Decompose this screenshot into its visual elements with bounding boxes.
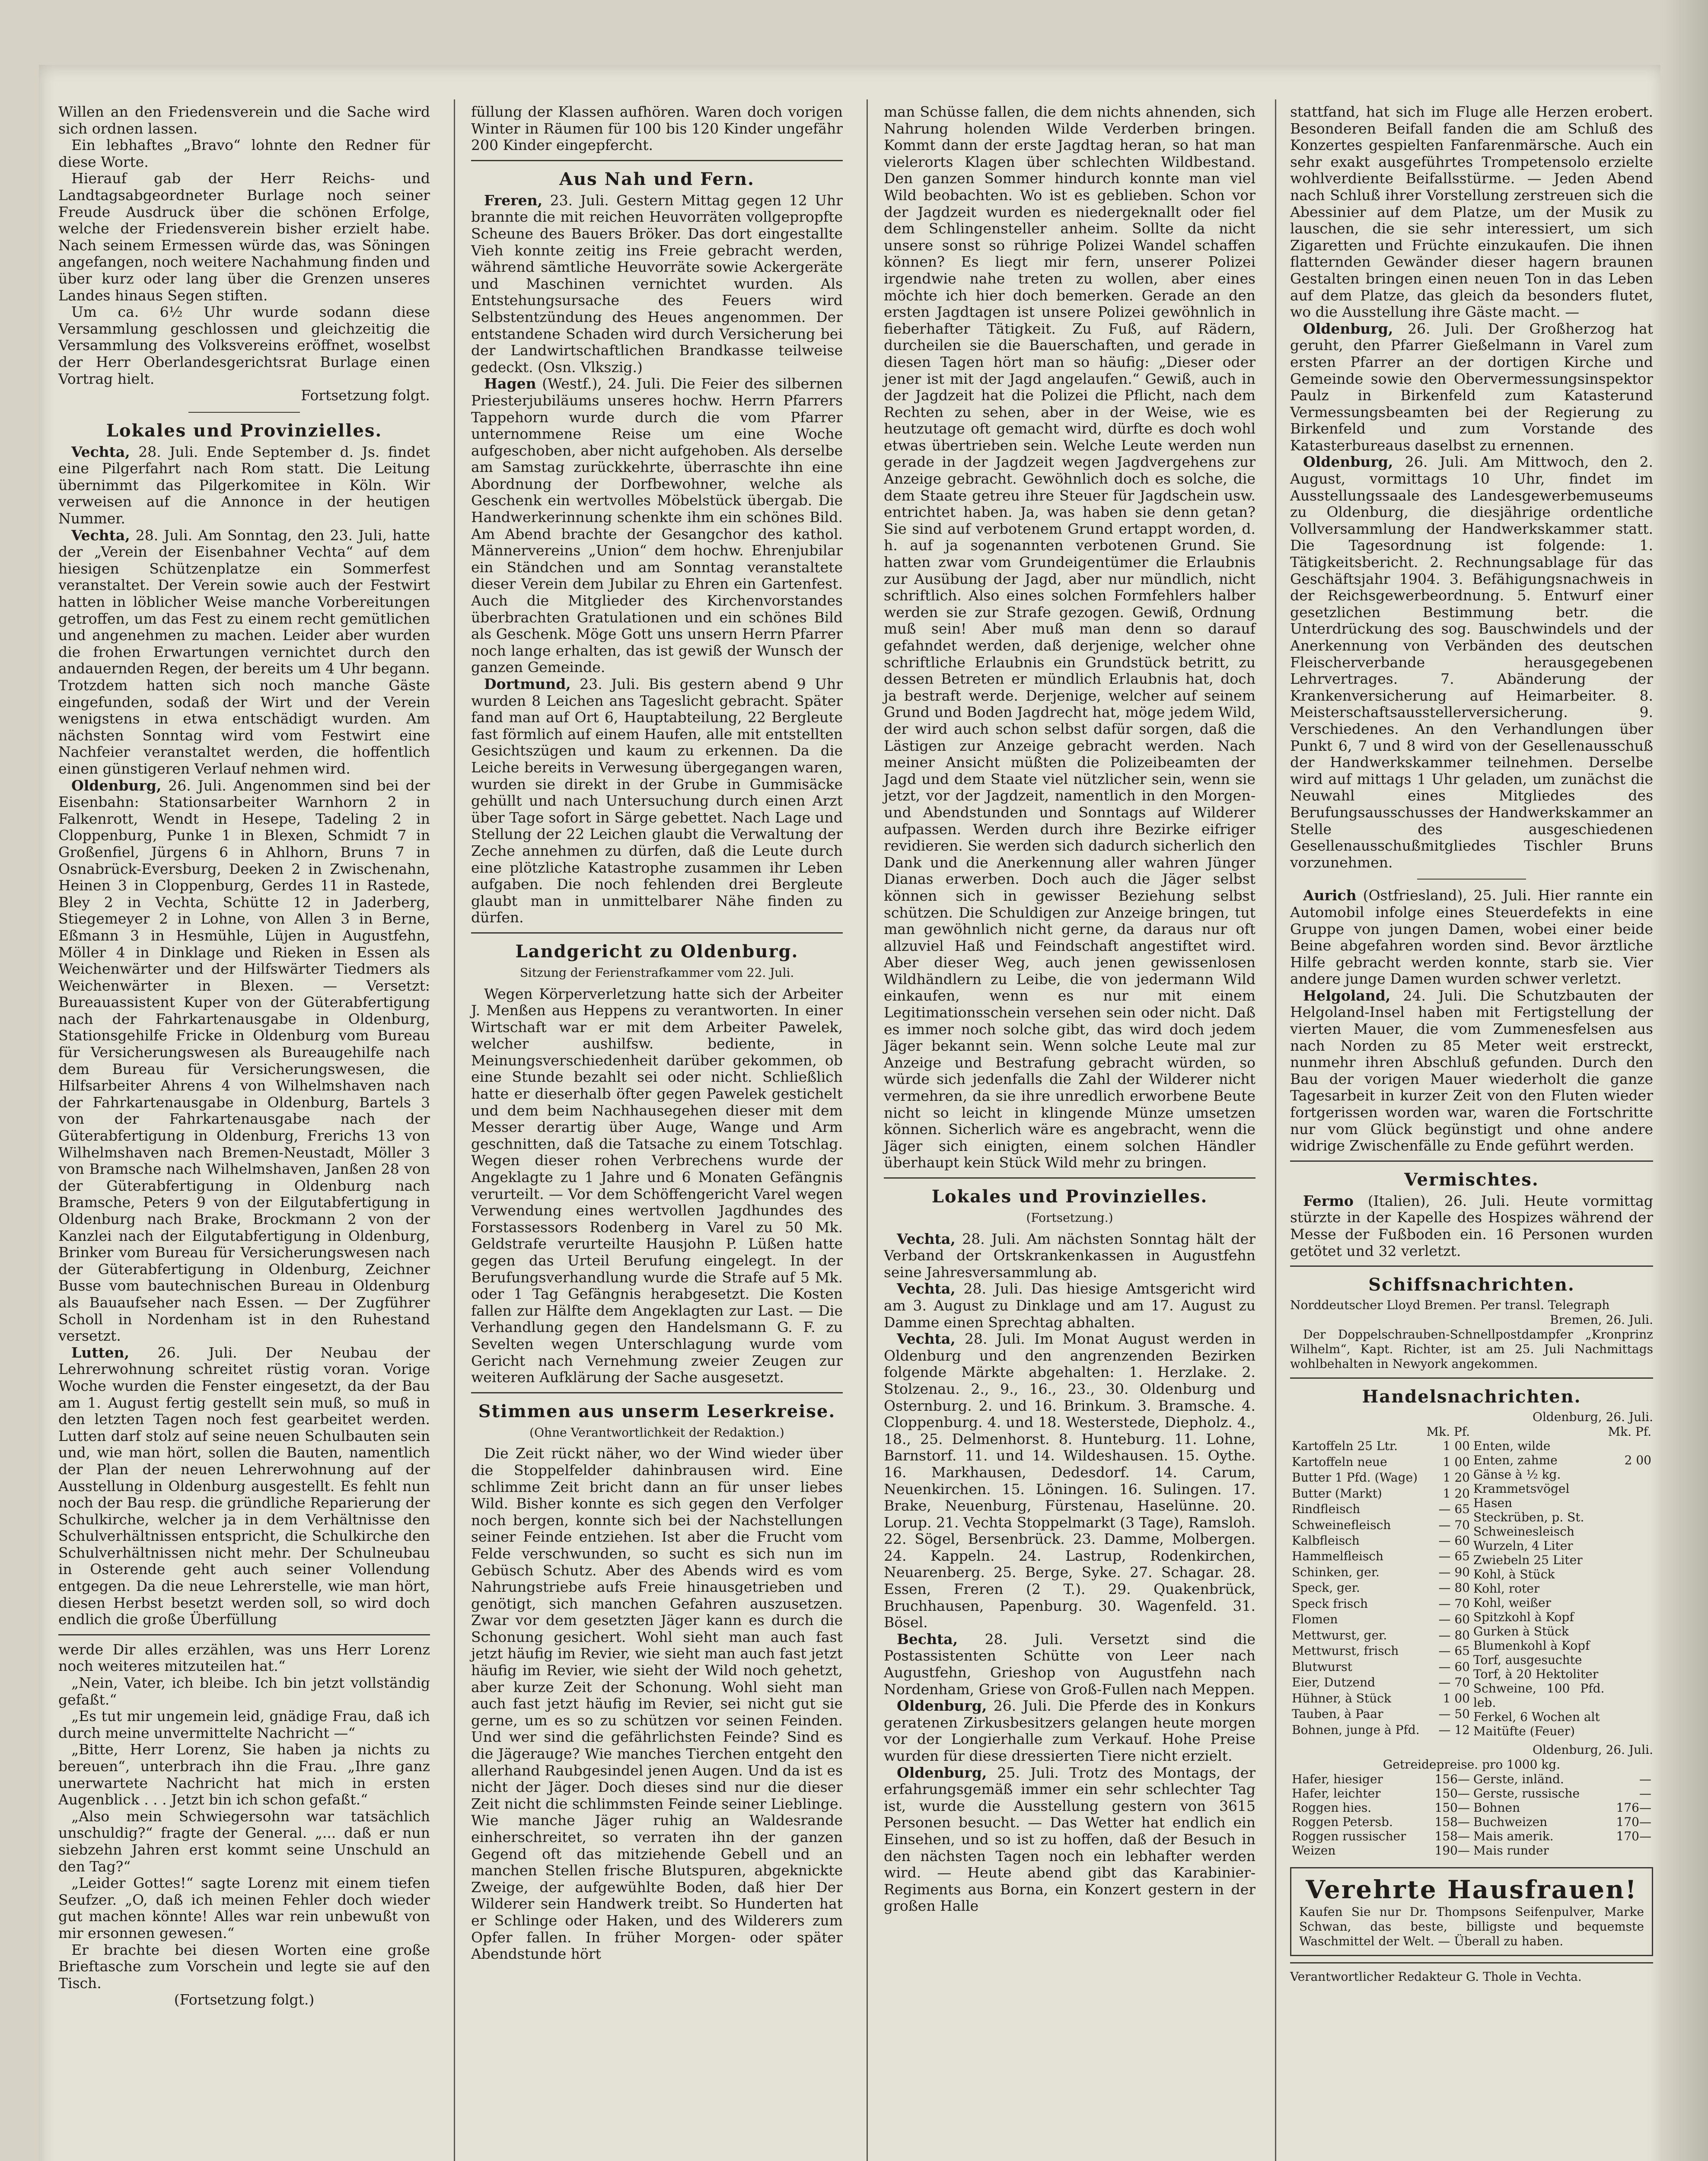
market-item: Kohl, weißer [1473, 1596, 1551, 1610]
grain-price: 150— [1434, 1786, 1470, 1801]
market-row [1290, 1549, 1472, 1565]
article-text: Um ca. 6½ Uhr wurde sodann diese Versammlung geschlossen und gleichzeitig die Versammlung des Volksvereins eröffnet, woselbst der Herr Oberlandesgerichtsrat Burlage einen Vortrag hielt. [58, 303, 430, 387]
section-heading: Handelsnachrichten. [1362, 1386, 1581, 1407]
article-text: Hierauf gab der Herr Reichs- und Landtagsabgeordneter Burlage noch seiner Freude Ausdruck über die schönen Erfolge, welche der Friedensverein bisher erzielt habe. Nach seinem Ermessen würde das, was Söningen angefangen, noch weitere Nachahmung finden und über kurz oder lang über die Grenzen unseres Landes hinaus Segen stiften. [58, 170, 430, 304]
grain-row [1472, 1815, 1653, 1829]
grain-price [1606, 1843, 1653, 1858]
market-header: Mk. Pf. [1426, 1425, 1470, 1439]
column-1 [58, 104, 430, 2008]
dateline: Oldenburg, [71, 777, 162, 794]
article-text: Wegen Körperverletzung hatte sich der Arbeiter J. Menßen aus Heppens zu verantworten. In einer Wirtschaft war er mit dem Arbeiter Pawelek, welcher aushilfsw. bediente, in Meinungsverschiedenheit darüber gekommen, ob eine Stunde bezahlt sei oder nicht. Schließlich hatte er dieserhalb öfter gegen Pawelek gestichelt und dem beim Nachhausegehen dieser mit dem Messer derartig über Auge, Wange und Arm geschnitten, daß die Tatsache zu einem Totschlag. Wegen dieser rohen Verbrechens wurde der Angeklagte zu 1 Jahre und 6 Monaten Gefängnis verurteilt. — Vor dem Schöffengericht Varel wegen Verwendung eines wertvollen Jagdhundes des Forstassessors Rodenberg in Varel zu 50 Mk. Geldstrafe verurteilte Hausjohn P. Lüßen hatte gegen das Urteil Berufung eingelegt. In der Berufungsverhandlung wurde die Strafe auf 5 Mk. oder 1 Tag Gefängnis herabgesetzt. Die Kosten fallen zur Hälfte dem Angeklagten zur Last. — Die Verhandlung gegen den Handelsmann G. F. zu Sevelten wegen Unterschlagung wurde vom Gericht nach Vernehmung zweier Zeugen zur weiteren Aufklärung der Sache ausgesetzt. [471, 985, 843, 1386]
column-4 [1290, 104, 1653, 1984]
market-item: Speck frisch [1292, 1596, 1368, 1611]
divider [471, 160, 843, 161]
market-item: Ferkel, 6 Wochen alt [1473, 1710, 1600, 1724]
market-row [1290, 1502, 1472, 1517]
news-item [1290, 454, 1653, 871]
market-table-right [1472, 1425, 1653, 1738]
market-row [1290, 1644, 1472, 1659]
market-row [1290, 1675, 1472, 1691]
market-header-item [1472, 1425, 1606, 1439]
feuilleton-text: „Nein, Vater, ich bleibe. Ich bin jetzt vollständig gefaßt.“ [58, 1674, 430, 1708]
market-price: 1 20 [1443, 1486, 1470, 1501]
news-item [884, 1698, 1256, 1764]
grain-price: 190— [1434, 1843, 1470, 1858]
market-price [1606, 1624, 1653, 1638]
market-item: Schweinefleisch [1292, 1517, 1391, 1532]
market-item: Kartoffeln neue [1292, 1454, 1387, 1469]
dateline: Vechta, [71, 526, 130, 544]
article-text: stattfand, hat sich im Fluge alle Herzen erobert. Besonderen Beifall fanden die am Schluß des Konzertes gespielten Fanfarenmärsche. Auch ein sehr exakt ausgeführtes Trompetensolo erzielte wohlverdiente Beifallsstürme. — Jeden Abend nach Schluß ihrer Vorstellung zerstreuen sich die Abessinier auf dem Platze, um der Musik zu lauschen, die sie sehr interessiert, um sich Zigaretten und Früchte einzukaufen. Die ihnen flatternden Gewänder dieser hagern braunen Gestalten bringen einen neuen Ton in das Leben auf dem Platze, das gleich da besonders flutet, wo die Ausstellung ihre Gäste macht. — [1290, 103, 1653, 321]
grain-row [1290, 1786, 1472, 1801]
news-text: (Ostfriesland), 25. Juli. Hier rannte ein Automobil infolge eines Steuerdefekts in eine Gruppe von jungen Damen, wobei einer beide Beine abgefahren worden sind. Bevor ärztliche Hilfe gebracht werden konnte, starb sie. Vier andere junge Damen wurden schwer verletzt. [1290, 887, 1653, 988]
market-item: Gurken à Stück [1473, 1624, 1569, 1639]
grain-item: Roggen russischer [1292, 1829, 1406, 1844]
column-2 [471, 104, 843, 1963]
feuilleton-text: „Es tut mir ungemein leid, gnädige Frau, daß ich durch meine unvermittelte Nachricht —“ [58, 1708, 430, 1741]
market-price: 1 00 [1443, 1454, 1470, 1469]
divider [1290, 1962, 1653, 1963]
market-price: 1 00 [1443, 1691, 1470, 1705]
market-item: Kohl, roter [1473, 1581, 1540, 1596]
market-price [1606, 1467, 1653, 1482]
market-item: Schweinesleisch [1473, 1524, 1574, 1539]
grain-item: Roggen hies. [1292, 1801, 1372, 1815]
market-item: Enten, zahme [1473, 1453, 1558, 1468]
news-item [884, 1765, 1256, 1915]
market-row [1472, 1653, 1653, 1667]
grain-row [1290, 1772, 1472, 1786]
feuilleton-text: „Leider Gottes!“ sagte Lorenz mit einem tiefen Seufzer. „O, daß ich meinen Fehler doch wieder gut machen könnte! Alles war rein unbewußt von mir ersonnen gewesen.“ [58, 1874, 430, 1941]
market-item: Flomen [1292, 1612, 1338, 1627]
section-heading: Stimmen aus unserm Leserkreise. [478, 1401, 836, 1422]
news-item [1290, 1193, 1653, 1259]
news-text: 26. Juli. Der Großherzog hat geruht, den Pfarrer Gießelmann in Varel zum ersten Pfarrer an der dortigen Kirche und Gemeinde sowie den Obervermessungsinspektor Paulz in Birkenfeld zum Katasterund Vermessungsbeamten bei der Regierung zu Birkenfeld und zum Vorstande des Katasterbureaus daselbst zu ernennen. [1290, 320, 1653, 454]
market-price: — 65 [1438, 1502, 1470, 1517]
news-item [1290, 321, 1653, 454]
news-item [58, 778, 430, 1345]
market-price: — 70 [1438, 1596, 1470, 1611]
market-row [1290, 1470, 1472, 1486]
market-row [1290, 1439, 1472, 1454]
grain-price: 156— [1434, 1772, 1470, 1787]
market-row [1472, 1581, 1653, 1596]
market-price [1606, 1482, 1653, 1496]
dateline: Vechta, [897, 1230, 956, 1247]
market-row [1290, 1597, 1472, 1612]
market-row [1472, 1710, 1653, 1724]
market-item: Schweine, 100 Pfd. leb. [1473, 1681, 1605, 1710]
market-table-left [1290, 1425, 1472, 1738]
market-row [1290, 1518, 1472, 1533]
news-item [58, 444, 430, 527]
market-price [1606, 1510, 1653, 1524]
dateline: Bechta, [897, 1630, 958, 1648]
market-price [1606, 1610, 1653, 1624]
market-price [1606, 1710, 1653, 1724]
section-subheading: (Fortsetzung.) [1026, 1211, 1113, 1225]
market-price: — 80 [1438, 1628, 1470, 1642]
market-price: — 12 [1438, 1722, 1470, 1737]
divider [1290, 1377, 1653, 1379]
market-item: Hasen [1473, 1496, 1513, 1511]
grain-price: — [1639, 1772, 1651, 1787]
market-row [1472, 1610, 1653, 1624]
market-item: Kalbfleisch [1292, 1533, 1360, 1548]
article-text: Ein lebhaftes „Bravo“ lohnte den Redner für diese Worte. [58, 137, 430, 170]
market-item: Maitüfte (Feuer) [1473, 1724, 1575, 1739]
market-price [1606, 1496, 1653, 1510]
news-text: 28. Juli. Im Monat August werden in Oldenburg und den angrenzenden Bezirken folgende Märkte abgehalten: 1. Herzlake. 2. Stolzenau. 2., 9., 16., 23., 30. Oldenburg und Osternburg. 2. und 16. Brinkum. 3. Bramsche. 4. Cloppenburg. 4. und 18. Westerstede, Diepholz. 4., 18., 25. Delmenhorst. 8. Hunteburg. 11. Lohne, Barnstorf. 11. und 14. Wildeshausen. 15. Oythe. 16. Markhausen, Dedesdorf. 14. Carum, Neuenkirchen. 15. Löningen. 16. Sulingen. 17. Brake, Neuenburg, Fürstenau, Haselünne. 20. Lorup. 21. Vechta Stoppelmarkt (3 Tage), Ramsloh. 22. Sögel, Bersenbrück. 23. Damme, Molbergen. 24. Kappeln. 24. Lastrup, Rodenkirchen, Neuarenberg. 25. Berge, Syke. 27. Schagar. 28. Essen, Freren (2 T.). 29. Quakenbrück, Bruchhausen, Papenburg. 30. Wagenfeld. 31. Bösel. [884, 1330, 1256, 1631]
grain-row [1290, 1815, 1472, 1829]
grain-price: — [1639, 1786, 1651, 1801]
grain-row [1290, 1843, 1472, 1858]
feuilleton-text: „Also mein Schwiegersohn war tatsächlich unschuldig?“ fragte der General. „... daß er nun siebzehn Jahren erst kommt seine Unschuld an den Tag?“ [58, 1807, 430, 1875]
feuilleton-text: Er brachte bei diesen Worten eine große Brieftasche zum Vorschein und legte sie auf den Tisch. [58, 1941, 430, 1992]
grain-item: Weizen [1292, 1843, 1336, 1858]
news-text: 28. Juli. Versetzt sind die Postassistenten Schütte von Leer nach Augustfehn, Grieshop von Augustfehn nach Nordenham, Griese von Groß-Fullen nach Meppen. [884, 1630, 1256, 1698]
market-row [1472, 1681, 1653, 1710]
news-item [58, 527, 430, 778]
market-row [1472, 1638, 1653, 1653]
divider [884, 1177, 1256, 1179]
market-item: Rindfleisch [1292, 1502, 1361, 1517]
section-heading: Vermischtes. [1404, 1169, 1539, 1190]
market-price: — 65 [1438, 1644, 1470, 1658]
dateline: Oldenburg, [1303, 320, 1393, 337]
grain-row [1472, 1786, 1653, 1801]
news-item [471, 192, 843, 376]
news-item [884, 1631, 1256, 1698]
grain-item: Mais runder [1473, 1843, 1549, 1858]
market-item: Blumenkohl à Kopf [1473, 1638, 1590, 1653]
dateline: Fermo [1303, 1192, 1354, 1209]
market-row [1290, 1565, 1472, 1581]
market-row [1290, 1612, 1472, 1628]
dateline: Freren, [484, 191, 543, 209]
market-item: Torf, à 20 Hektoliter [1473, 1667, 1599, 1682]
news-text: 23. Juli. Gestern Mittag gegen 12 Uhr brannte die mit reichen Heuvorräten vollgepropfte Scheune des Bauers Bröker. Das dort eingestallte Vieh konnte zeitig ins Freie gebracht werden, während sämtliche Heuvorräte sowie Ackergeräte und Maschinen vernichtet wurden. Als Entstehungsursache des Feuers wird Selbstentzündung des Heues angenommen. Der entstandene Schaden wird durch Versicherung bei der Landwirtschaftlichen Brandkasse teilweise gedeckt. (Osn. Vlkszig.) [471, 191, 843, 376]
market-item: Kohl, à Stück [1473, 1567, 1555, 1582]
grain-row [1472, 1829, 1653, 1843]
market-row [1290, 1691, 1472, 1707]
market-item: Mettwurst, ger. [1292, 1628, 1387, 1642]
grain-item: Buchweizen [1473, 1815, 1548, 1830]
grain-date: Oldenburg, 26. Juli. [1532, 1743, 1653, 1757]
news-item [471, 676, 843, 926]
news-item [471, 376, 843, 676]
market-item: Eier, Dutzend [1292, 1675, 1376, 1690]
market-item: Tauben, à Paar [1292, 1707, 1383, 1721]
market-price [1606, 1653, 1653, 1667]
ad-text: Kaufen Sie nur Dr. Thompsons Seifenpulver, Marke Schwan, das beste, billigste und bequemste Waschmittel der Welt. — Überall zu haben. [1299, 1905, 1644, 1949]
dateline: Vechta, [897, 1330, 956, 1348]
grain-heading: Getreidepreise. pro 1000 kg. [1383, 1757, 1561, 1772]
feuilleton-rule [58, 1634, 430, 1635]
grain-row [1290, 1829, 1472, 1843]
dateline: Vechta, [897, 1280, 956, 1297]
market-item: Zwiebeln 25 Liter [1473, 1553, 1583, 1568]
market-row [1472, 1667, 1653, 1681]
market-row [1472, 1467, 1653, 1482]
divider [1290, 1160, 1653, 1162]
news-text: 26. Juli. Am Mittwoch, den 2. August, vormittags 10 Uhr, findet im Ausstellungssaale des Landesgewerbemuseums zu Oldenburg, die diesjährige ordentliche Vollversammlung der Handwerkskammer statt. Die Tagesordnung ist folgende: 1. Tätigkeitsbericht. 2. Rechnungsablage für das Geschäftsjahr 1904. 3. Befähigungsnachweis in der Reichsgewerbeordnung. 5. Entwurf einer gesetzlichen Bestimmung betr. die Unterdrückung des sog. Bauschwindels und der Anerkennung von Verbänden des deutschen Fleischerverbande herausgegebenen Lehrvertrages. 7. Abänderung der Krankenversicherung auf Heimarbeiter. 8. Meisterschaftsausstellerversicherung. 9. Verschiedenes. An den Verhandlungen über Punkt 6, 7 und 8 wird von der Gesellenausschuß der Handwerkskammer teilnehmen. Derselbe wird auf mittags 1 Uhr geladen, um zunächst die Neuwahl eines Mitgliedes des Berufungsausschusses der Handwerkskammer an Stelle des ausgeschiedenen Gesellenausschußmitgliedes Tischler Bruns vorzunehmen. [1290, 453, 1653, 871]
advertisement [1290, 1867, 1653, 1956]
market-header: Mk. Pf. [1608, 1425, 1651, 1439]
market-price: — 70 [1438, 1517, 1470, 1532]
market-price [1606, 1667, 1653, 1681]
market-item: Gänse à ½ kg. [1473, 1467, 1561, 1482]
market-item: Enten, wilde [1473, 1439, 1551, 1453]
shipping-line: Bremen, 26. Juli. [1550, 1313, 1653, 1327]
grain-item: Roggen Petersb. [1292, 1815, 1393, 1830]
market-price: 1 20 [1443, 1470, 1470, 1485]
market-price [1606, 1539, 1653, 1553]
market-item: Blutwurst [1292, 1659, 1352, 1674]
news-text: 28. Juli. Das hiesige Amtsgericht wird am 3. August zu Dinklage und am 17. August zu Damme einen Sprechtag abhalten. [884, 1280, 1256, 1331]
market-price: — 80 [1438, 1581, 1470, 1595]
market-date: Oldenburg, 26. Juli. [1532, 1410, 1653, 1425]
continuation-note: (Fortsetzung folgt.) [174, 1991, 315, 2008]
grain-item: Hafer, leichter [1292, 1786, 1381, 1801]
market-price: 1 00 [1443, 1439, 1470, 1453]
market-row [1472, 1453, 1653, 1467]
dateline: Oldenburg, [897, 1697, 987, 1715]
market-item: Torf, ausgesuchte [1473, 1653, 1582, 1667]
market-price [1606, 1681, 1653, 1710]
dateline: Vechta, [71, 443, 130, 460]
market-item: Bohnen, junge à Pfd. [1292, 1722, 1420, 1737]
grain-item: Bohnen [1473, 1801, 1520, 1815]
news-text: 26. Juli. Der Neubau der Lehrerwohnung schreitet rüstig voran. Vorige Woche wurden die Fenster eingesetzt, da der Bau am 1. August fertig gestellt sein muß, so muß in den letzten Tagen noch fest gearbeitet werden. Lutten darf stolz auf seine neuen Schulbauten sein und, wie man hört, sollen die Bauten, namentlich der Plan der neuen Lehrerwohnung auf der Ausstellung in Oldenburg ausgestellt. Es fehlt nun noch der Bau resp. die gründliche Reparierung der Schulkirche, welcher ja in dem Verhältnisse den Schulverhältnissen entspricht, die Schulkirche den Schulverhältnissen nicht mehr. Der Schulneubau in Osterende geht auch seiner Vollendung entgegen. Da die neue Lehrerstelle, wie man hört, diesen Herbst besetzt werden soll, so wird doch endlich die große Überfüllung [58, 1344, 430, 1628]
market-row [1290, 1581, 1472, 1596]
continuation-note: Fortsetzung folgt. [301, 387, 430, 404]
market-price: — 50 [1438, 1707, 1470, 1721]
market-row [1290, 1533, 1472, 1549]
article-text: man Schüsse fallen, die dem nichts ahnenden, sich Nahrung holenden Wilde Verderben bringen. Kommt dann der erste Jagdtag heran, so hat man vielerorts Klagen über schlechten Wildbestand. Den ganzen Sommer hindurch konnte man viel Wild beobachten. Wo ist es geblieben. Schon vor der Jagdzeit wurden es niedergeknallt oder fiel dem Schlingensteller anheim. Sollte da nicht unsere sonst so rührige Polizei Wandel schaffen können? Es liegt mir fern, unserer Polizei irgendwie nahe treten zu wollen, aber eines möchte ich hier doch bemerken. Gerade an den ersten Jagdtagen ist unsere Polizei gewöhnlich in fieberhafter Tätigkeit. Zu Fuß, auf Rädern, durcheilen sie die Bauerschaften, und gerade in diesen Tagen hört man so häufig: „Dieser oder jener ist mit der Jagd angelaufen.“ Gewiß, auch in der Jagdzeit hat die Polizei die Pflicht, nach dem Rechten zu sehen, aber in der Weise, wie es heutzutage oft gemacht wird, dürfte es doch wohl etwas übertrieben sein. Welche Leute werden nun gerade in der Jagdzeit wegen Jagdvergehens zur Anzeige gebracht. Gewöhnlich doch es solche, die dem Staate getreu ihre Steuer für Jagdschein usw. entrichtet haben. Ja, was haben sie denn getan? Sie sind auf verbotenem Grund ertappt worden, d. h. auf ja sogenannten verbotenen Grund. Sie hatten zwar vom Grundeigentümer die Erlaubnis zur Ausübung der Jagd, aber nur mündlich, nicht schriftlich. Also eines solchen Formfehlers halber werden sie zur Strafe gezogen. Gewiß, Ordnung muß sein! Aber muß man denn so darauf gefahndet werden, daß derjenige, welcher ohne schriftliche Erlaubnis ein Grundstück betritt, zu dessen Betreten er mündlich Erlaubnis hat, doch ja bestraft werde. Derjenige, welcher auf seinem Grund und Boden Jagdrecht hat, möge jedem Wild, der wird auch schon selbst dafür sorgen, daß die Lästigen zur Anzeige gebracht werden. Nach meiner Ansicht müßten die Polizeibeamten der Jagd und dem Staate viel nützlicher sein, wenn sie jetzt, vor der Jagdzeit, namentlich in den Morgen- und Abendstunden und Sonntags auf Wilderer aufpassen. Werden durch ihre Bezirke eifriger revidieren. Sie werden sich dadurch sicherlich den Dank und die Anerkennung aller wahren Jünger Dianas erwerben. Doch auch die Jäger selbst können sich in gewisser Beziehung selbst schützen. Die Schuldigen zur Anzeige bringen, tut man gewöhnlich nicht gerne, da daraus nur oft allzuviel Haß und Feindschaft angestiftet wird. Aber dieser Weg, auch jenen gewissenlosen Wildhändlern zu Leibe, die von jedermann Wild einkaufen, wenn es nur mit einem Legitimationsschein versehen sein oder nicht. Daß es immer noch solche gibt, das wird doch jedem Jäger bekannt sein. Wenn solche Leute mal zur Anzeige und Bestrafung gebracht würden, so würde sich jedenfalls die Zahl der Wilderer nicht vermehren, da sie ihre unredlich erworbene Beute nicht so leicht in klingende Münze umsetzen können. Sicherlich wäre es angebracht, wenn die Jäger sich einigten, einem solchen Händler überhaupt kein Stück Wild mehr zu bringen. [884, 103, 1256, 1171]
page-edge-shadow [1660, 0, 1708, 2161]
market-price [1606, 1439, 1653, 1453]
market-price: — 90 [1438, 1565, 1470, 1579]
news-text: 28. Juli. Am Sonntag, den 23. Juli, hatte der „Verein der Eisenbahner Vechta“ auf dem hiesigen Schützenplatze ein Sommerfest veranstaltet. Der Verein sowie auch der Festwirt hatten in löblicher Weise manche Vorbereitungen getroffen, um das Fest zu einem recht gemütlichen und angenehmen zu machen. Leider aber wurden die frohen Erwartungen vernichtet durch den andauernden Regen, der bereits um 4 Uhr begann. Trotzdem hatten sich noch manche Gäste eingefunden, sodaß der Wirt und der Verein wenigstens in etwa entschädigt wurden. Am nächsten Sonntag wird vom Festwirt eine Nachfeier veranstaltet werden, die hoffentlich einen günstigeren Verlauf nehmen wird. [58, 526, 430, 777]
market-item: Spitzkohl à Kopf [1473, 1610, 1574, 1625]
market-row [1472, 1439, 1653, 1453]
market-item: Hammelfleisch [1292, 1549, 1384, 1564]
news-item [884, 1331, 1256, 1631]
market-row [1290, 1628, 1472, 1644]
market-row [1472, 1567, 1653, 1581]
news-text: 28. Juli. Am nächsten Sonntag hält der Verband der Ortskrankenkassen in Augustfehn seine Jahresversammlung ab. [884, 1230, 1256, 1281]
grain-row [1472, 1772, 1653, 1786]
market-prices [1290, 1425, 1653, 1738]
dateline: Oldenburg, [897, 1764, 987, 1781]
dateline: Oldenburg, [1303, 453, 1393, 471]
market-row [1290, 1660, 1472, 1675]
market-row [1472, 1624, 1653, 1638]
news-text: 26. Juli. Die Pferde des in Konkurs geratenen Zirkusbesitzers gelangen heute morgen vor der Longierhalle zum Verkauf. Hohe Preise wurden für diese dressierten Tiere nicht erzielt. [884, 1697, 1256, 1764]
market-row [1472, 1553, 1653, 1567]
market-price [1606, 1581, 1653, 1596]
column-rule [867, 99, 868, 2161]
shipping-line: Norddeutscher Lloyd Bremen. Per transl. Telegraph [1290, 1298, 1610, 1313]
grain-price: 176— [1616, 1801, 1651, 1815]
market-row [1472, 1482, 1653, 1496]
ad-title: Verehrte Hausfrauen! [1306, 1875, 1638, 1905]
market-row [1472, 1524, 1653, 1539]
feuilleton-text: werde Dir alles erzählen, was uns Herr Lorenz noch weiteres mitzuteilen hat.“ [58, 1641, 430, 1675]
market-price: 2 00 [1624, 1453, 1651, 1468]
market-row [1290, 1707, 1472, 1722]
grain-table-right [1472, 1772, 1653, 1858]
grain-prices [1290, 1772, 1653, 1858]
divider [1290, 1265, 1653, 1267]
news-item [1290, 887, 1653, 988]
shipping-text: Der Doppelschrauben-Schnellpostdampfer „Kronprinz Wilhelm“, Kapt. Richter, ist am 25. Juli Nachmittags wohlbehalten in Newyork angekommen. [1290, 1327, 1653, 1371]
market-item: Wurzeln, 4 Liter [1473, 1539, 1573, 1553]
grain-item: Gerste, russische [1473, 1786, 1580, 1801]
section-subheading: (Ohne Verantwortlichkeit der Redaktion.) [529, 1425, 784, 1440]
market-item: Butter 1 Pfd. (Wage) [1292, 1470, 1418, 1485]
imprint: Verantwortlicher Redakteur G. Thole in Vechta. [1290, 1970, 1582, 1984]
dateline: Lutten, [71, 1344, 130, 1361]
market-price: — 60 [1438, 1612, 1470, 1627]
market-row [1472, 1596, 1653, 1610]
section-heading: Lokales und Provinzielles. [106, 420, 382, 441]
news-text: 23. Juli. Bis gestern abend 9 Uhr wurden 8 Leichen ans Tageslicht gebracht. Später fand man auf Ort 6, Hauptabteilung, 22 Bergleute fast förmlich auf einem Haufen, alle mit entstellten Gesichtszügen und kaum zu erkennen. Da die Leiche bereits in Verwesung übergegangen waren, wurden sie direkt in der Grube in Gummisäcke gehüllt und nach Untersuchung durch einen Arzt über Tage sofort in Särge gebettet. Nach Lage und Stellung der 22 Leichen glaubt die Verwaltung der Zeche annehmen zu dürfen, daß die Leute durch eine plötzliche Katastrophe zusammen ihr Leben aufgaben. Die noch fehlenden drei Bergleute glaubt man in unmittelbarer Nähe finden zu dürfen. [471, 676, 843, 926]
market-item: Krammetsvögel [1473, 1482, 1570, 1496]
market-price: — 65 [1438, 1549, 1470, 1564]
news-text: 25. Juli. Trotz des Montags, der erfahrungsgemäß immer ein sehr schlechter Tag ist, wurde die Ausstellung gestern von 3615 Personen besucht. — Das Wetter hat endlich ein Einsehen, und so ist zu hoffen, daß der Besuch in den nächsten Tagen noch ein lebhafter werden wird. — Heute abend gibt das Karabinier-Regiments aus Borna, ein Konzert gestern in der großen Halle [884, 1764, 1256, 1915]
grain-row [1290, 1801, 1472, 1815]
market-price [1606, 1638, 1653, 1653]
grain-item: Gerste, inländ. [1473, 1772, 1564, 1787]
news-text: (Italien), 26. Juli. Heute vormittag stürzte in der Kapelle des Hospizes während der Messe der Fußboden ein. 16 Personen wurden getötet und 32 verletzt. [1290, 1192, 1653, 1259]
grain-item: Mais amerik. [1473, 1829, 1554, 1844]
market-row [1290, 1486, 1472, 1502]
article-text: füllung der Klassen aufhören. Waren doch vorigen Winter in Räumen für 100 bis 120 Kinder ungefähr 200 Kinder eingepfercht. [471, 103, 843, 154]
market-price [1606, 1524, 1653, 1539]
market-price: — 60 [1438, 1659, 1470, 1674]
market-price: — 70 [1438, 1675, 1470, 1690]
grain-price: 150— [1434, 1801, 1470, 1815]
divider [471, 932, 843, 934]
market-item: Speck, ger. [1292, 1581, 1360, 1595]
news-text: 26. Juli. Angenommen sind bei der Eisenbahn: Stationsarbeiter Warnhorn 2 in Falkenrott, Wendt in Hesepe, Tadeling 2 in Cloppenburg, Punke 1 in Blexen, Schmidt 7 in Großenfiel, Jürgens 6 in Ahlhorn, Bruns 7 in Osnabrück-Eversburg, Deeken 2 in Zwischenahn, Heinen 3 in Cloppenburg, Gerdes 11 in Rastede, Bley 2 in Vechta, Schütte 12 in Jaderberg, Stiegemeyer 2 in Lohne, von Allen 3 in Berne, Eßmann 3 in Hesmühle, Lüjen in Augustfehn, Möller 4 in Dinklage und Rieken in Essen als Weichenwärter und der Hilfswärter Tiedmers als Weichenwärter in Blexen. — Versetzt: Bureauassistent Kuper von der Güterabfertigung nach der Fahrkartenausgabe in Oldenburg, Stationsgehilfe Fricke in Oldenburg vom Bureau für Versicherungswesen als Bureaugehilfe nach dem Bureau für Versicherungswesen, die Hilfsarbeiter Ahrens 4 von Wilhelmshaven nach der Fahrkartenausgabe in Oldenburg, Bartels 3 von der Fahrkartenausgabe nach der Güterabfertigung in Oldenburg, Frerichs 13 von Wilhelmshaven nach Bremen-Neustadt, Möller 3 von Bramsche nach Wilhelmshaven, Janßen 28 von der Güterabfertigung in Oldenburg nach Bramsche, Peters 9 von der Eilgutabfertigung in Oldenburg nach Brake, Brockmann 2 von der Kanzlei nach der Eilgutabfertigung in Oldenburg, Brinker vom Bureau für Versicherungswesen nach der Güterabfertigung in Oldenburg, Zeichner Busse vom bautechnischen Bureau in Oldenburg als Bauaufseher nach Essen. — Der Zugführer Scholl in Nordenham ist in den Ruhestand versetzt. [58, 777, 430, 1345]
column-rule [1275, 99, 1276, 2161]
divider [188, 412, 300, 413]
grain-price: 170— [1616, 1829, 1651, 1844]
market-row [1472, 1510, 1653, 1524]
grain-price: 158— [1434, 1815, 1470, 1830]
dateline: Helgoland, [1303, 987, 1391, 1004]
news-text: 28. Juli. Ende September d. Js. findet eine Pilgerfahrt nach Rom statt. Die Leitung übernimmt das Pilgerkomitee in Köln. Wir verweisen auf die Annonce in der heutigen Nummer. [58, 443, 430, 527]
market-row [1290, 1455, 1472, 1470]
market-price: — 60 [1438, 1533, 1470, 1548]
section-heading: Lokales und Provinzielles. [931, 1186, 1208, 1207]
divider [471, 1392, 843, 1393]
article-text: Die Zeit rückt näher, wo der Wind wieder über die Stoppelfelder dahinbrausen wird. Eine schlimme Zeit bricht dann an für unser liebes Wild. Bisher konnte es sich gegen den Verfolger noch bergen, konnte sich bei der Nachstellungen seiner Feinde entziehen. Ist aber die Frucht vom Felde verschwunden, so sucht es sich nun im Gebüsch Schutz. Aber des Abends wird es vom Nahrungstriebe aufs Freie hinausgetrieben und genötigt, sich manchen Gefahren auszusetzen. Zwar vor dem gesetzten Jäger kann es durch die Schonung gesichert. Wohl sieht man auch fast jetzt häufig im Revier, wie sieht man auch fast jetzt häufig im Revier, wie sieht der Wild noch gehetzt, aber kurze Zeit der Schonung. Wohl sieht man auch fast jetzt häufig im Revier, sei nicht gut sie gerne, um es so zu schützen vor seinen Feinden. Und wer sind die gefährlichsten Feinde? Sind es die Jägerauge? Wie manches Tierchen entgeht den allerhand Raubgesindel jenen Augen. Und da ist es nicht der Jäger. Doch dieses sind nur die dieser Zeit nicht die schlimmsten Feinde seiner Lieblinge. Wie manche Jäger ruhig an Waldesrande einherschreitet, so verraten ihn der ganzen Gegend oft das mitziehende Gebell und an manchen Stellen frische Blutspuren, abgeknickte Zweige, der aufgewühlte Boden, daß hier Der Wilderer sein Handwerk treibt. So Hunderten hat er Schlinge oder Haken, und des Wilderers zum Opfer fallen. In früher Morgen- oder später Abendstunde hört [471, 1445, 843, 1963]
section-subheading: Sitzung der Ferienstrafkammer vom 22. Juli. [519, 965, 794, 980]
grain-table-left [1290, 1772, 1472, 1858]
news-text: (Westf.), 24. Juli. Die Feier des silbernen Priesterjubiläums unseres hochw. Herrn Pfarrers Tappehorn wurde durch die vom Pfarrer unternommene Reise um eine Woche aufgeschoben, aber nicht aufgehoben. Als derselbe am Samstag zurückkehrte, überraschte ihn eine Abordnung der Dorfbewohner, welche als Geschenk ein wertvolles Möbelstück übergab. Die Handwerkerinnung schenkte ihm ein schönes Bild. Am Abend brachte der Gesangchor des kathol. Männervereins „Union“ dem hochw. Ehrenjubilar ein Ständchen und am Sonntag veranstaltete dieser Verein dem Jubilar zu Ehren ein Gartenfest. Auch die Mitglieder des Kirchenvorstandes überbrachten Gratulationen und ein schönes Bild als Geschenk. Möge Gott uns unsern Herrn Pfarrer noch lange erhalten, das ist gewiß der Wunsch der ganzen Gemeinde. [471, 375, 843, 676]
grain-price: 170— [1616, 1815, 1651, 1830]
dateline: Hagen [484, 375, 536, 392]
dateline: Dortmund, [484, 676, 571, 692]
section-heading: Schiffsnachrichten. [1368, 1275, 1575, 1295]
news-item [1290, 988, 1653, 1154]
feuilleton-text: „Bitte, Herr Lorenz, Sie haben ja nichts zu bereuen“, unterbrach ihn die Frau. „Ihre ganz unerwartete Nachricht hat mich in ersten Augenblick . . . Jetzt bin ich schon gefaßt.“ [58, 1741, 430, 1808]
market-item: Hühner, à Stück [1292, 1691, 1391, 1705]
grain-price: 158— [1434, 1829, 1470, 1844]
market-price [1606, 1553, 1653, 1567]
market-item: Kartoffeln 25 Ltr. [1292, 1439, 1398, 1453]
market-row [1472, 1724, 1653, 1738]
divider [1417, 879, 1526, 880]
section-heading: Landgericht zu Oldenburg. [515, 941, 799, 962]
market-price [1606, 1724, 1653, 1738]
market-header-item [1290, 1425, 1424, 1439]
market-price [1606, 1596, 1653, 1610]
grain-row [1472, 1843, 1653, 1858]
market-item: Steckrüben, p. St. [1473, 1510, 1584, 1525]
market-item: Schinken, ger. [1292, 1565, 1380, 1579]
news-text: 24. Juli. Die Schutzbauten der Helgoland-Insel haben mit Fertigstellung der vierten Mauer, die vom Zummenesfelsen aus nach Norden zu 85 Meter weit erstreckt, nunmehr ihren Abschluß gefunden. Durch den Bau der vorigen Mauer wiederholt die ganze Tagesarbeit in kurzer Zeit von den Fluten wieder fortgerissen worden war, waren die Fortschritte nur vom Glück begünstigt und ohne andere widrige Zwischenfälle zu Ende geführt werden. [1290, 987, 1653, 1154]
column-3 [884, 104, 1256, 1915]
market-row [1472, 1539, 1653, 1553]
news-item [58, 1345, 430, 1628]
market-item: Butter (Markt) [1292, 1486, 1382, 1501]
column-rule [454, 99, 455, 2161]
news-item [884, 1231, 1256, 1281]
grain-row [1472, 1801, 1653, 1815]
article-text: Willen an den Friedensverein und die Sache wird sich ordnen lassen. [58, 103, 430, 137]
market-price [1606, 1567, 1653, 1581]
market-item: Mettwurst, frisch [1292, 1644, 1399, 1658]
market-row [1290, 1723, 1472, 1739]
dateline: Aurich [1303, 887, 1357, 904]
market-row [1472, 1496, 1653, 1510]
section-heading: Aus Nah und Fern. [559, 169, 755, 189]
news-item [884, 1281, 1256, 1331]
grain-item: Hafer, hiesiger [1292, 1772, 1383, 1787]
